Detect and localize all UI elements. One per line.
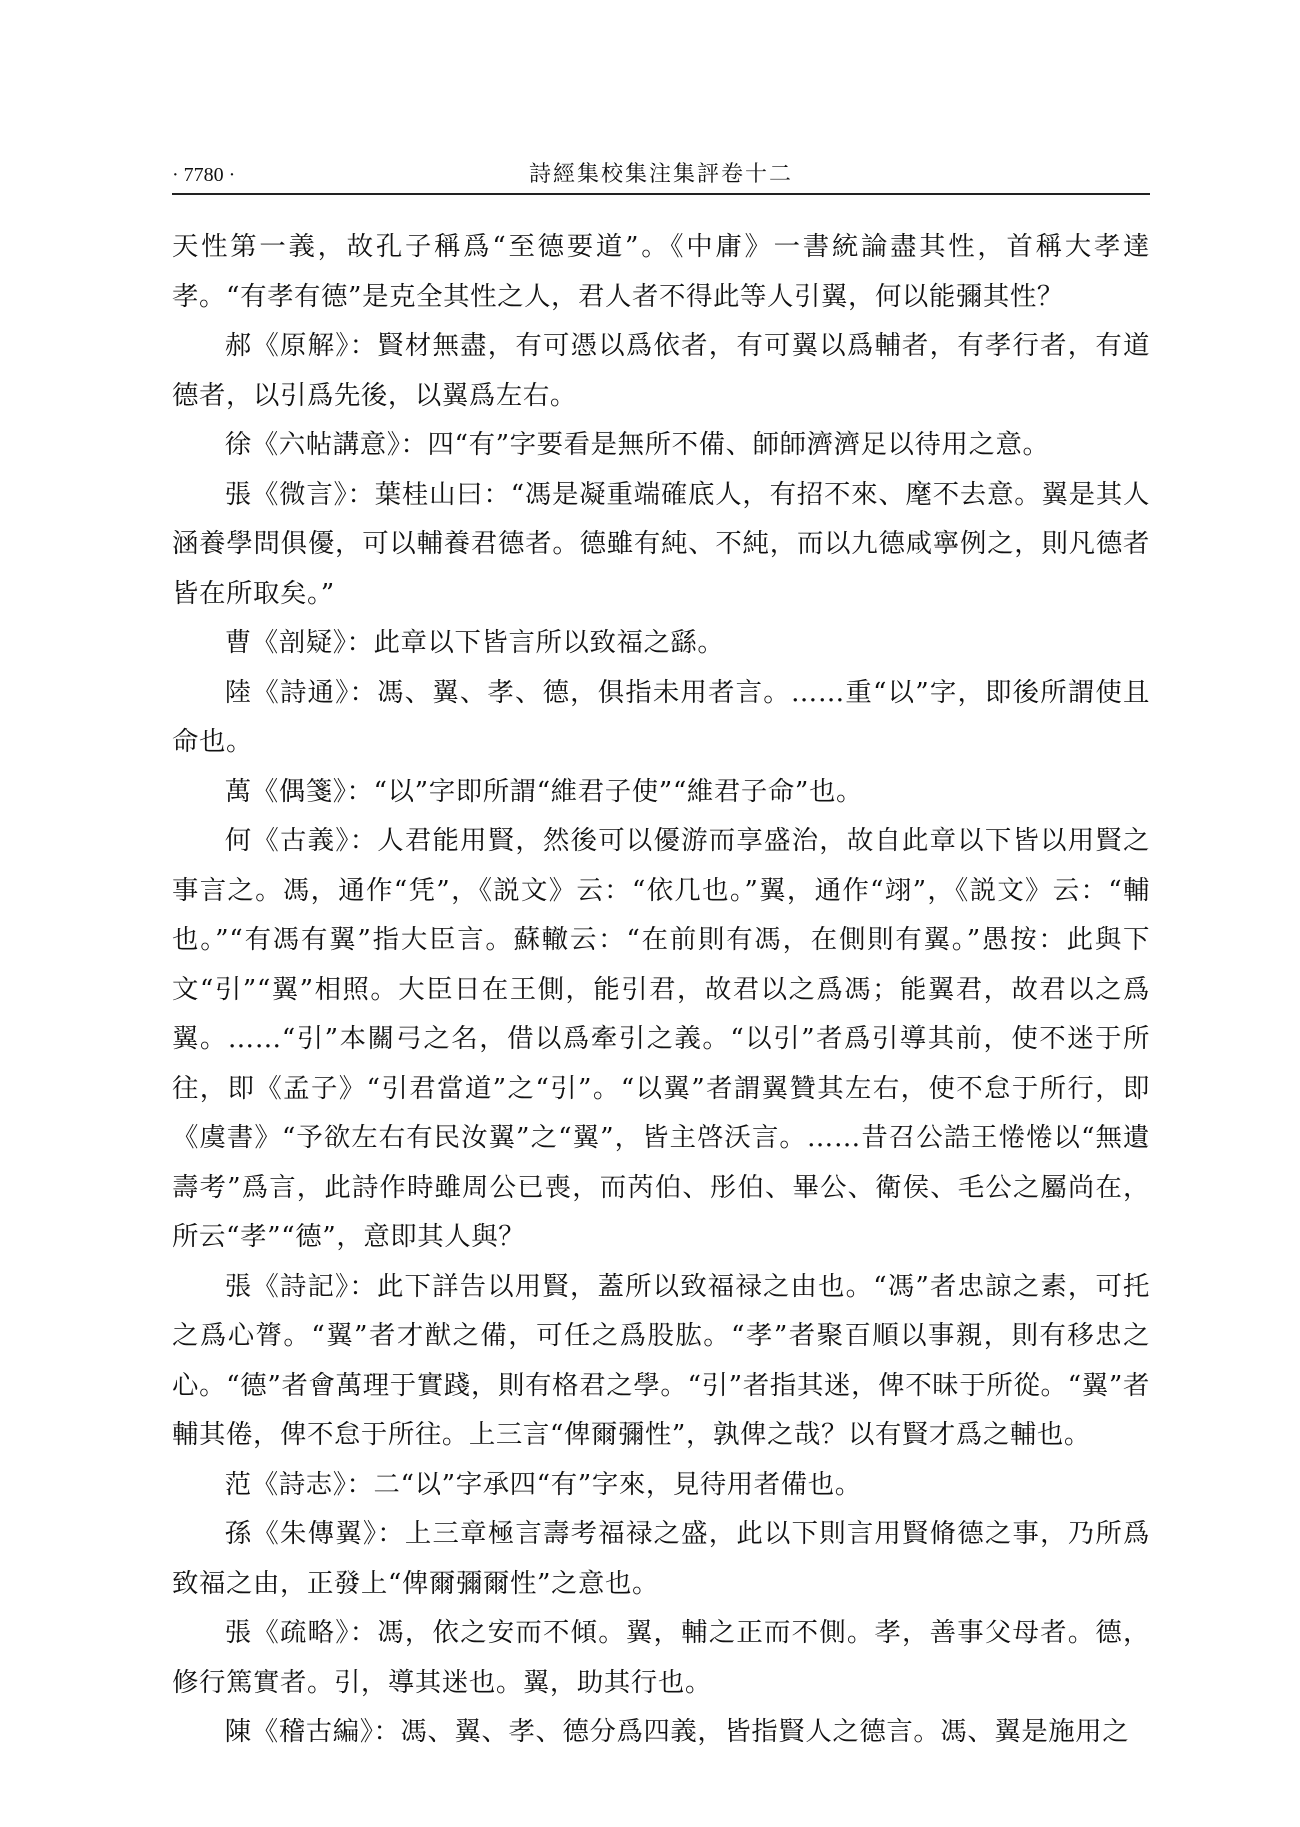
page-header [172, 160, 1150, 190]
paragraph-wan-oujian: 萬《偶箋》：“以”字即所謂“維君子使”“維君子命”也。 [224, 775, 863, 807]
body-text [172, 222, 1150, 1757]
paragraph-xu-liutie: 徐《六帖講意》：四“有”字要看是無所不備、師師濟濟足以待用之意。 [224, 429, 1050, 460]
page-number: · 7780 · [172, 164, 236, 186]
header-rule [172, 193, 1150, 195]
paragraph-hao-yuanjie: 郝《原解》：賢材無盡，有可憑以爲依者，有可翼以爲輔者，有孝行者，有道德者，以引爲先後，以翼爲左右。 [172, 330, 1150, 411]
paragraph-zhang-shulue: 張《疏略》：馮，依之安而不傾。翼，輔之正而不側。孝，善事父母者。德，修行篤實者。引，導其迷也。翼，助其行也。 [172, 1617, 1150, 1698]
paragraph-fan-shizhi: 范《詩志》：二“以”字承四“有”字來，見待用者備也。 [224, 1468, 862, 1500]
paragraph-chen-jiguibian: 陳《稽古編》：馮、翼、孝、德分爲四義，皆指賢人之德言。馮、翼是施用之 [224, 1716, 1130, 1747]
paragraph-zhang-weiyan: 張《微言》：葉桂山曰：“馮是凝重端確底人，有招不來、麾不去意。翼是其人涵養學問俱優，可以輔養君德者。德雖有純、不純，而以九德咸寧例之，則凡德者皆在所取矣。” [172, 478, 1150, 609]
paragraph-cao-pouyi: 曹《剖疑》：此章以下皆言所以致福之繇。 [224, 627, 725, 658]
paragraph-sun-zhuchuanyi: 孫《朱傳翼》：上三章極言壽考福禄之盛，此以下則言用賢脩德之事，乃所爲致福之由，正發上“俾爾彌爾性”之意也。 [172, 1518, 1150, 1599]
paragraph-he-guyi: 何《古義》：人君能用賢，然後可以優游而享盛治，故自此章以下皆以用賢之事言之。馮，通作“凭”，《説文》云：“依几也。”翼，通作“翊”，《説文》云：“輔也。”“有馮有翼”指大臣言。蘇轍云：“在前則有馮，在側則有翼。”愚按：此與下文“引”“翼”相照。大臣日在王側，能引君，故君以之爲馮；能翼君，故君以之爲翼。……“引”本關弓之名，借以爲牽引之義。“以引”者爲引導其前，使不迷于所往，即《孟子》“引君當道”之“引”。“以翼”者謂翼贊其左右，使不怠于所行，即《虞書》“予欲左右有民汝翼”之“翼”，皆主啓沃言。……昔召公誥王惓惓以“無遺壽考”爲言，此詩作時雖周公已喪，而芮伯、彤伯、畢公、衛侯、毛公之屬尚在，所云“孝”“德”，意即其人與？ [172, 825, 1150, 1252]
paragraph-lu-shitong: 陸《詩通》：馮、翼、孝、德，俱指未用者言。……重“以”字，即後所謂使且命也。 [172, 676, 1150, 757]
paragraph-zhang-shiji: 張《詩記》：此下詳告以用賢，蓋所以致福禄之由也。“馮”者忠諒之素，可托之爲心膂。“翼”者才猷之備，可任之爲股肱。“孝”者聚百順以事親，則有移忠之心。“德”者會萬理于實踐，則有格君之學。“引”者指其迷，俾不昧于所從。“翼”者輔其倦，俾不怠于所往。上三言“俾爾彌性”，孰俾之哉？以有賢才爲之輔也。 [172, 1270, 1150, 1450]
running-title: 詩經集校集注集評卷十二 [528, 162, 793, 187]
paragraph-continuation: 天性第一義，故孔子稱爲“至德要道”。《中庸》一書統論盡其性，首稱大孝達孝。“有孝有德”是克全其性之人，君人者不得此等人引翼，何以能彌其性？ [172, 231, 1150, 312]
